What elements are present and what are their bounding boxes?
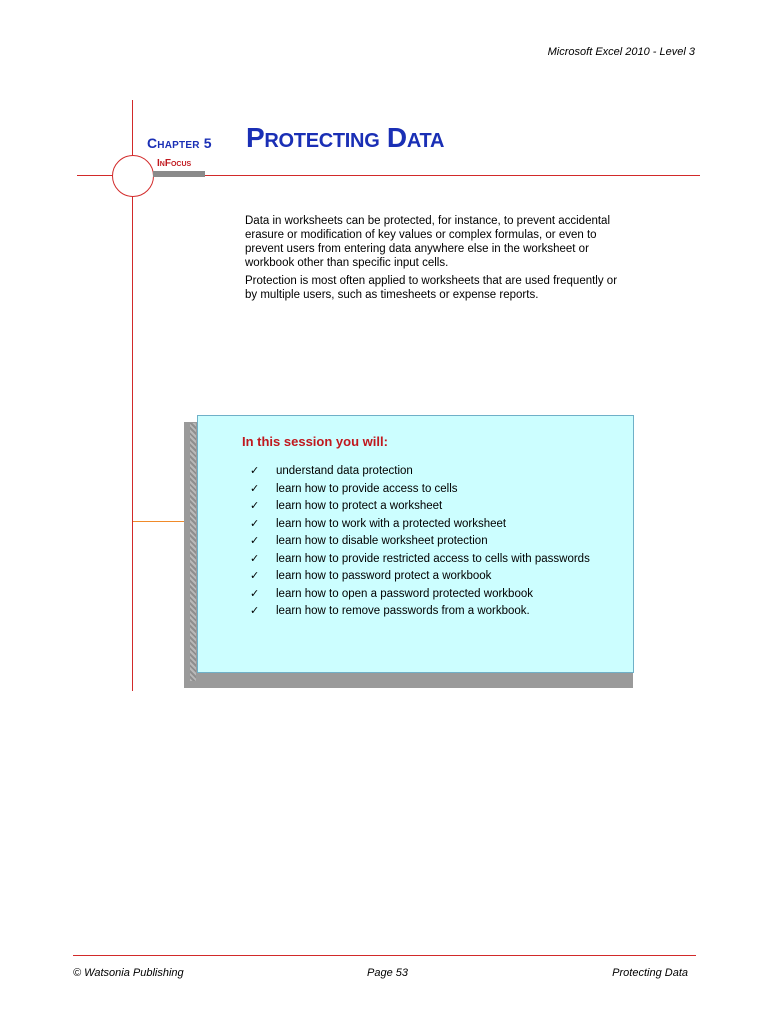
list-item [250,587,610,601]
footer-section-title: Protecting Data [612,967,688,979]
page-title: Protecting Data [246,122,445,153]
running-header: Microsoft Excel 2010 - Level 3 [547,46,695,58]
list-item-text: understand data protection [276,465,413,477]
list-item [250,499,610,513]
session-box-stripe [190,423,196,681]
list-item-text: learn how to work with a protected worksheet [276,517,507,530]
checkmark-icon: ✓ [250,500,260,512]
list-item [250,604,610,618]
list-item-text: learn how to remove passwords from a workbook. [276,605,530,617]
list-item [250,517,610,531]
list-item-text: learn how to disable worksheet protection [276,535,488,547]
chapter-circle-ornament [112,155,154,197]
checkmark-icon: ✓ [250,535,260,547]
intro-paragraph: Data in worksheets can be protected, for instance, to prevent accidental erasure or modification of key values or complex formulas, or even to prevent users from entering data anywhere else in the worksheet or workbook other than specific input cells. [245,215,611,269]
checkmark-icon: ✓ [250,517,260,530]
section-label: InFocus [157,158,192,169]
chapter-label: Chapter 5 [147,135,212,151]
checkmark-icon: ✓ [250,570,260,582]
list-item [250,552,610,566]
list-item-text: learn how to protect a worksheet [276,500,443,512]
session-connector-line [133,521,184,522]
session-heading: In this session you will: [242,434,388,449]
list-item [250,569,610,583]
list-item-text: learn how to provide restricted access to cells with passwords [276,552,590,565]
intro-paragraph: Protection is most often applied to worksheets that are used frequently or by multiple users, such as timesheets or expense reports. [245,275,618,301]
list-item [250,482,610,496]
checkmark-icon: ✓ [250,482,260,495]
checkmark-icon: ✓ [250,587,260,600]
checkmark-icon: ✓ [250,552,260,565]
footer-publisher: © Watsonia Publishing [73,967,184,979]
checkmark-icon: ✓ [250,605,260,617]
footer-rule [73,955,696,956]
page-number: Page 53 [367,967,408,979]
list-item [250,464,610,478]
list-item [250,534,610,548]
list-item-text: learn how to open a password protected workbook [276,587,533,600]
intro-text [245,214,625,306]
list-item-text: learn how to password protect a workbook [276,570,492,582]
checkmark-icon: ✓ [250,465,260,477]
session-objectives-list [250,464,610,622]
list-item-text: learn how to provide access to cells [276,482,458,495]
section-underline-bar [153,171,205,177]
